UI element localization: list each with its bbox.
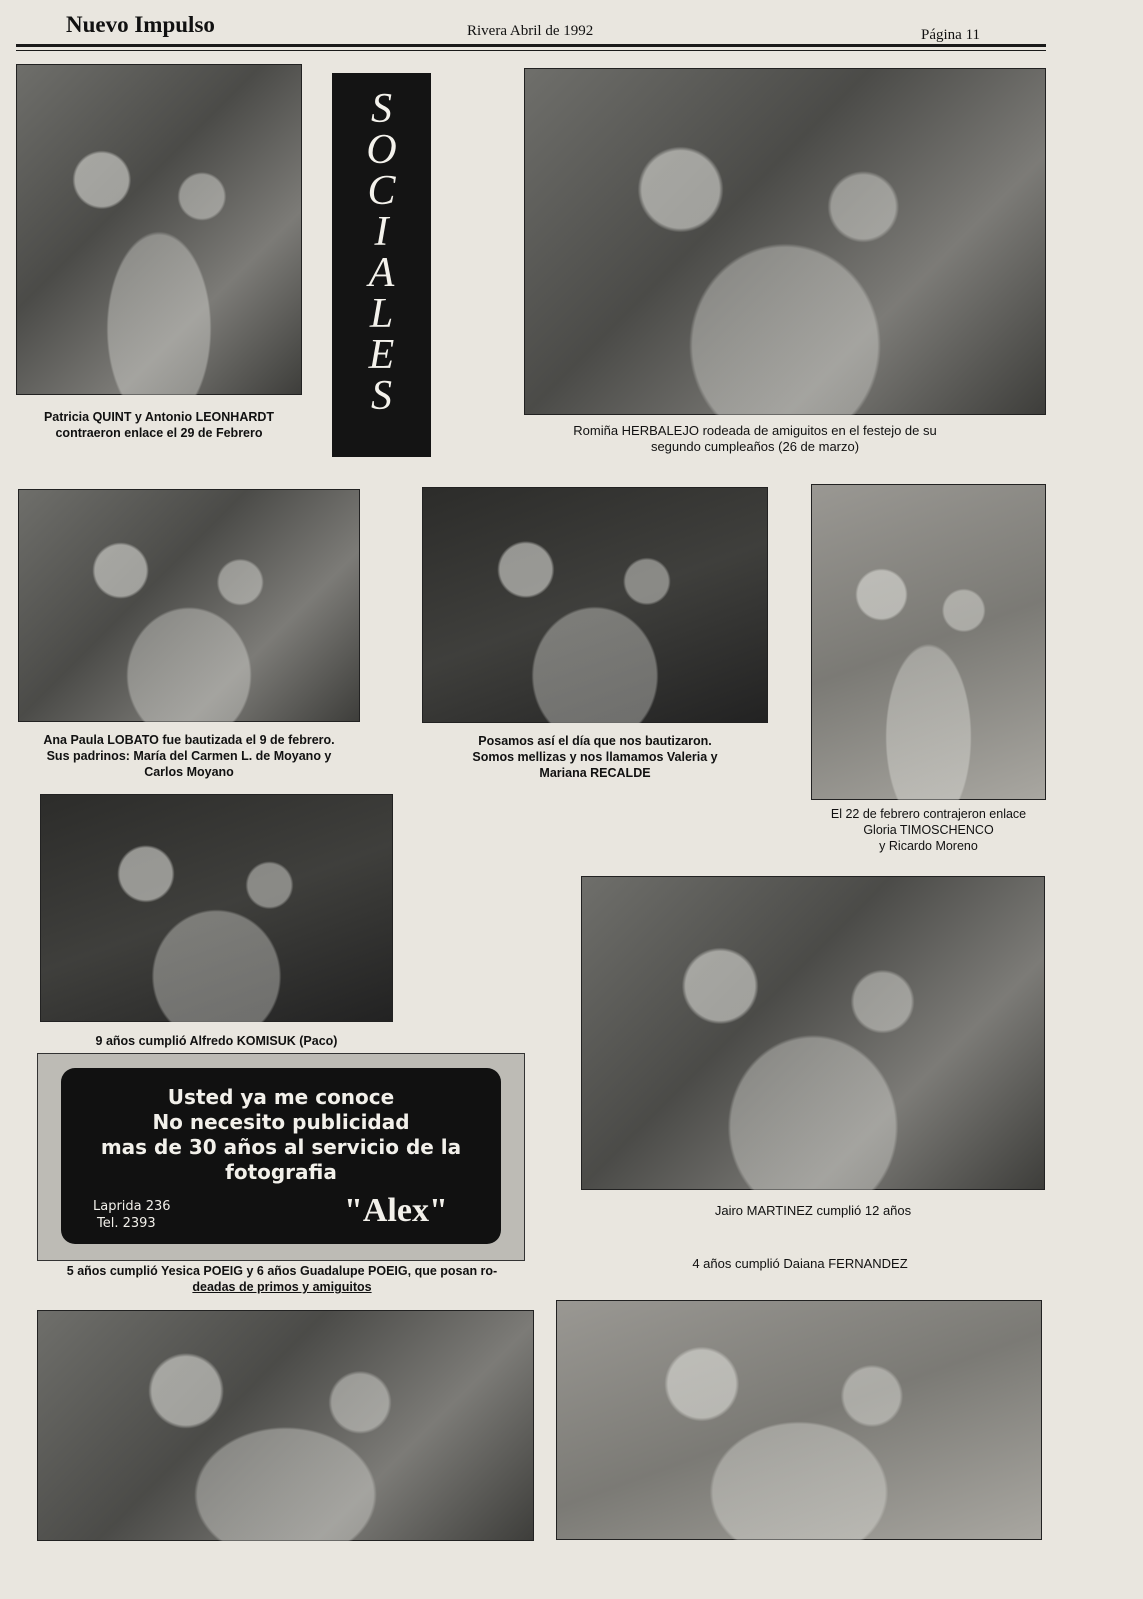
caption-line: 4 años cumplió Daiana FERNANDEZ (692, 1256, 908, 1271)
caption-wedding-quint (16, 409, 302, 441)
photo-timoschenco-wedding (811, 484, 1046, 800)
ad-panel (61, 1068, 501, 1244)
caption-line: 9 años cumplió Alfredo KOMISUK (Paco) (95, 1034, 338, 1048)
ad-brand: "Alex" (344, 1192, 448, 1229)
masthead: Nuevo Impulso (66, 12, 215, 37)
photo-wedding-quint (16, 64, 302, 395)
caption-lobato (18, 732, 360, 780)
header-rule (16, 44, 1046, 47)
caption-line: Carlos Moyano (144, 765, 234, 779)
section-letter: S (371, 86, 392, 132)
caption-line: El 22 de febrero contrajeron enlace (830, 807, 1027, 821)
section-letter: I (374, 209, 389, 255)
caption-mellizas (422, 733, 768, 781)
caption-line: y Ricardo Moreno (879, 839, 978, 853)
caption-line: Posamos así el día que nos bautizaron. (478, 734, 712, 748)
caption-line: Jairo MARTINEZ cumplió 12 años (714, 1203, 912, 1218)
caption-line: Mariana RECALDE (539, 766, 651, 780)
photo-lobato-baptism (18, 489, 360, 722)
section-letter: C (367, 168, 396, 214)
ad-line: fotografia (225, 1160, 337, 1184)
section-letter: A (368, 250, 395, 296)
header-rule-thin (16, 50, 1046, 51)
caption-line: 5 años cumplió Yesica POEIG y 6 años Guadalupe POEIG, que posan ro- (66, 1264, 498, 1278)
dateline: Rivera Abril de 1992 (467, 23, 594, 39)
caption-komisuk (40, 1033, 393, 1049)
section-letter: O (366, 127, 397, 173)
photo-jairo-birthday (581, 876, 1045, 1190)
ad-line: Usted ya me conoce (167, 1085, 395, 1109)
caption-line: segundo cumpleaños (26 de marzo) (650, 439, 860, 454)
photo-romina-birthday (524, 68, 1046, 415)
caption-line: Sus padrinos: María del Carmen L. de Moyano y (46, 749, 332, 763)
caption-line: contraeron enlace el 29 de Febrero (55, 426, 263, 440)
ad-address: Laprida 236 (93, 1199, 171, 1214)
alex-advertisement (37, 1053, 525, 1261)
photo-komisuk (40, 794, 393, 1022)
caption-daiana (556, 1256, 1044, 1272)
section-letter: S (371, 373, 392, 419)
section-letter: E (368, 332, 395, 378)
ad-phone: Tel. 2393 (97, 1216, 156, 1231)
photo-mellizas (422, 487, 768, 723)
caption-line: deadas de primos y amiguitos (192, 1280, 372, 1294)
photo-poeig-group (37, 1310, 534, 1541)
caption-line: Romiña HERBALEJO rodeada de amiguitos en el festejo de su (573, 423, 937, 438)
caption-jairo (581, 1203, 1045, 1219)
caption-line: Patricia QUINT y Antonio LEONHARDT (43, 410, 275, 424)
photo-daiana-group (556, 1300, 1042, 1540)
caption-poeig (30, 1263, 534, 1295)
caption-line: Somos mellizas y nos llamamos Valeria y (472, 750, 718, 764)
caption-line: Gloria TIMOSCHENCO (863, 823, 994, 837)
caption-line: Ana Paula LOBATO fue bautizada el 9 de febrero. (43, 733, 335, 747)
ad-line: No necesito publicidad (152, 1110, 410, 1134)
sociales-section-title (332, 73, 431, 457)
section-letter: L (369, 291, 394, 337)
ad-line: mas de 30 años al servicio de la (100, 1135, 462, 1159)
caption-timoschenco (806, 806, 1051, 854)
caption-romina (524, 423, 986, 455)
page-number: Página 11 (921, 27, 981, 43)
